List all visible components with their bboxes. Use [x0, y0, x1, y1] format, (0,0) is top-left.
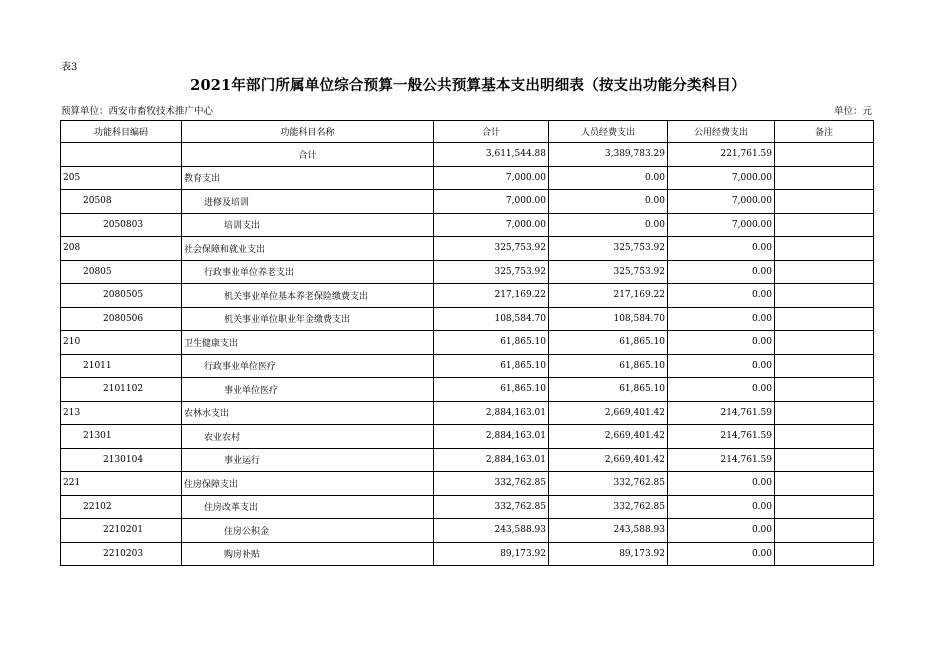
cell-name: 住房改革支出: [182, 495, 434, 519]
cell-personnel: 0.00: [549, 190, 668, 214]
cell-total: 2,884,163.01: [434, 425, 549, 449]
cell-code: 22102: [61, 495, 182, 519]
cell-name: 住房保障支出: [182, 472, 434, 496]
cell-public: 0.00: [668, 307, 775, 331]
cell-name: 农业农村: [182, 425, 434, 449]
cell-public: 0.00: [668, 260, 775, 284]
cell-note: [775, 307, 874, 331]
cell-note: [775, 472, 874, 496]
cell-public: 0.00: [668, 237, 775, 261]
cell-code: 21011: [61, 354, 182, 378]
cell-note: [775, 448, 874, 472]
cell-total: 61,865.10: [434, 354, 549, 378]
cell-note: [775, 213, 874, 237]
table-header-row: [61, 121, 874, 143]
cell-note: [775, 237, 874, 261]
cell-personnel: 243,588.93: [549, 519, 668, 543]
cell-note: [775, 143, 874, 167]
table-row: [61, 542, 874, 566]
table-row: [61, 519, 874, 543]
budget-unit-label: 预算单位：西安市畜牧技术推广中心: [61, 106, 214, 117]
cell-note: [775, 190, 874, 214]
table-row: [61, 190, 874, 214]
cell-code: 221: [61, 472, 182, 496]
cell-code: 2101102: [61, 378, 182, 402]
cell-total: 243,588.93: [434, 519, 549, 543]
cell-total: 61,865.10: [434, 331, 549, 355]
cell-public: 0.00: [668, 354, 775, 378]
cell-total: 325,753.92: [434, 260, 549, 284]
table-row: [61, 425, 874, 449]
table-row: [61, 378, 874, 402]
cell-public: 214,761.59: [668, 425, 775, 449]
cell-total: 325,753.92: [434, 237, 549, 261]
table-row: [61, 284, 874, 308]
expenditure-table: [60, 120, 874, 566]
cell-total: 3,611,544.88: [434, 143, 549, 167]
cell-name: 教育支出: [182, 166, 434, 190]
cell-public: 0.00: [668, 284, 775, 308]
cell-personnel: 3,389,783.29: [549, 143, 668, 167]
cell-name: 机关事业单位职业年金缴费支出: [182, 307, 434, 331]
cell-personnel: 2,669,401.42: [549, 448, 668, 472]
cell-total: 7,000.00: [434, 213, 549, 237]
cell-name: 农林水支出: [182, 401, 434, 425]
cell-personnel: 61,865.10: [549, 378, 668, 402]
cell-public: 7,000.00: [668, 166, 775, 190]
cell-note: [775, 166, 874, 190]
cell-code: 20805: [61, 260, 182, 284]
cell-public: 214,761.59: [668, 401, 775, 425]
table-row: [61, 401, 874, 425]
table-row: [61, 495, 874, 519]
cell-total: 7,000.00: [434, 166, 549, 190]
cell-note: [775, 378, 874, 402]
table-row: [61, 213, 874, 237]
cell-code: 20508: [61, 190, 182, 214]
cell-name: 社会保障和就业支出: [182, 237, 434, 261]
column-header: 备注: [775, 121, 874, 143]
cell-name: 机关事业单位基本养老保险缴费支出: [182, 284, 434, 308]
cell-code: 2080506: [61, 307, 182, 331]
cell-note: [775, 331, 874, 355]
cell-total: 217,169.22: [434, 284, 549, 308]
cell-code: 21301: [61, 425, 182, 449]
cell-personnel: 217,169.22: [549, 284, 668, 308]
cell-total: 61,865.10: [434, 378, 549, 402]
cell-name: 培训支出: [182, 213, 434, 237]
cell-personnel: 2,669,401.42: [549, 401, 668, 425]
cell-total: 7,000.00: [434, 190, 549, 214]
cell-name: 事业运行: [182, 448, 434, 472]
cell-personnel: 2,669,401.42: [549, 425, 668, 449]
cell-note: [775, 495, 874, 519]
total-row: [61, 143, 874, 167]
table-row: [61, 260, 874, 284]
cell-public: 214,761.59: [668, 448, 775, 472]
cell-personnel: 61,865.10: [549, 331, 668, 355]
cell-public: 0.00: [668, 472, 775, 496]
cell-public: 7,000.00: [668, 190, 775, 214]
cell-code: 208: [61, 237, 182, 261]
table-number: 表3: [61, 62, 78, 73]
cell-name: 卫生健康支出: [182, 331, 434, 355]
cell-public: 0.00: [668, 519, 775, 543]
cell-total: 332,762.85: [434, 495, 549, 519]
cell-code: 205: [61, 166, 182, 190]
cell-note: [775, 542, 874, 566]
cell-total: 2,884,163.01: [434, 401, 549, 425]
cell-public: 7,000.00: [668, 213, 775, 237]
cell-code: 2210203: [61, 542, 182, 566]
cell-note: [775, 519, 874, 543]
cell-public: 0.00: [668, 378, 775, 402]
cell-total: 332,762.85: [434, 472, 549, 496]
column-header: 功能科目名称: [182, 121, 434, 143]
cell-code: 210: [61, 331, 182, 355]
page-title: 2021年部门所属单位综合预算一般公共预算基本支出明细表（按支出功能分类科目）: [190, 77, 746, 94]
table-row: [61, 472, 874, 496]
table-row: [61, 237, 874, 261]
cell-code: [61, 143, 182, 167]
table-row: [61, 331, 874, 355]
cell-personnel: 332,762.85: [549, 472, 668, 496]
cell-note: [775, 260, 874, 284]
cell-note: [775, 354, 874, 378]
cell-name: 购房补贴: [182, 542, 434, 566]
cell-public: 221,761.59: [668, 143, 775, 167]
cell-name: 事业单位医疗: [182, 378, 434, 402]
cell-personnel: 61,865.10: [549, 354, 668, 378]
cell-public: 0.00: [668, 542, 775, 566]
cell-code: 2130104: [61, 448, 182, 472]
cell-name: 合计: [182, 143, 434, 167]
table-row: [61, 354, 874, 378]
cell-note: [775, 284, 874, 308]
column-header: 功能科目编码: [61, 121, 182, 143]
cell-personnel: 0.00: [549, 213, 668, 237]
cell-note: [775, 425, 874, 449]
table-row: [61, 307, 874, 331]
cell-name: 进修及培训: [182, 190, 434, 214]
cell-personnel: 108,584.70: [549, 307, 668, 331]
cell-personnel: 325,753.92: [549, 237, 668, 261]
cell-code: 2080505: [61, 284, 182, 308]
cell-code: 2050803: [61, 213, 182, 237]
column-header: 合计: [434, 121, 549, 143]
cell-name: 住房公积金: [182, 519, 434, 543]
cell-name: 行政事业单位医疗: [182, 354, 434, 378]
table-row: [61, 166, 874, 190]
cell-total: 2,884,163.01: [434, 448, 549, 472]
cell-code: 2210201: [61, 519, 182, 543]
cell-personnel: 89,173.92: [549, 542, 668, 566]
cell-personnel: 325,753.92: [549, 260, 668, 284]
cell-total: 108,584.70: [434, 307, 549, 331]
table-row: [61, 448, 874, 472]
cell-total: 89,173.92: [434, 542, 549, 566]
cell-public: 0.00: [668, 495, 775, 519]
cell-personnel: 0.00: [549, 166, 668, 190]
currency-unit-label: 单位：元: [833, 106, 872, 117]
cell-name: 行政事业单位养老支出: [182, 260, 434, 284]
column-header: 公用经费支出: [668, 121, 775, 143]
cell-public: 0.00: [668, 331, 775, 355]
cell-note: [775, 401, 874, 425]
column-header: 人员经费支出: [549, 121, 668, 143]
cell-code: 213: [61, 401, 182, 425]
cell-personnel: 332,762.85: [549, 495, 668, 519]
